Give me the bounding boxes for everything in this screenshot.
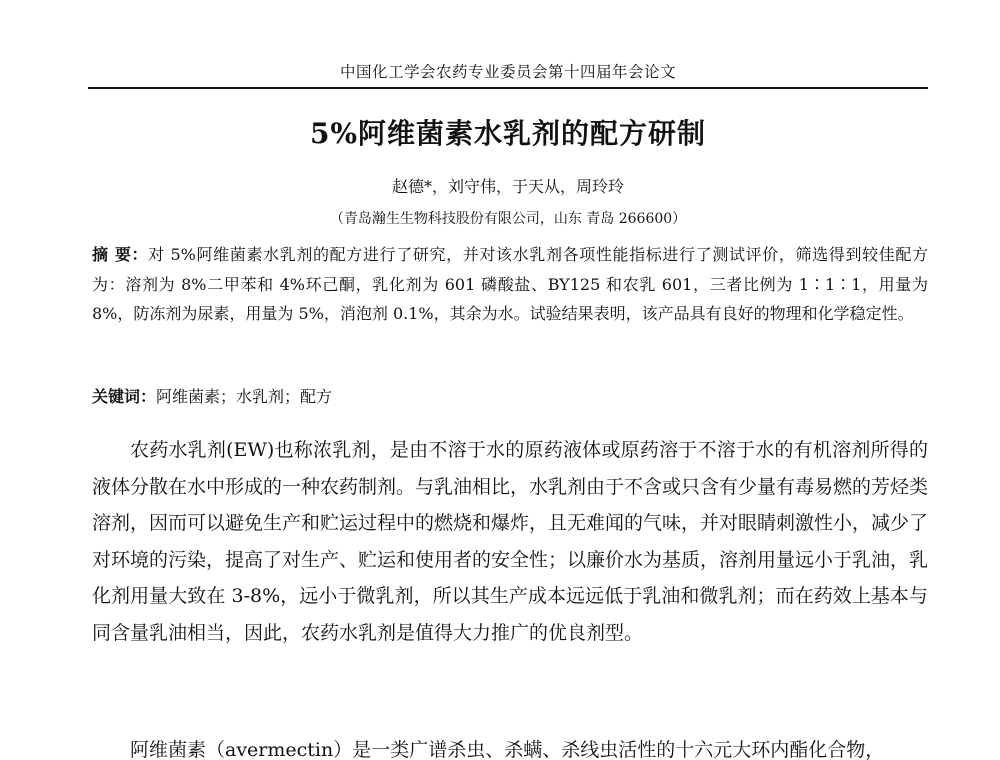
- body-paragraph: 农药水乳剂(EW)也称浓乳剂，是由不溶于水的原药液体或原药溶于不溶于水的有机溶剂所得的液体分散在水中形成的一种农药制剂。与乳油相比，水乳剂由于不含或只含有少量有毒易燃的芳烃类溶剂，因而可以避免生产和贮运过程中的燃烧和爆炸，且无难闻的气味，并对眼睛刺激性小，减少了对环境的污染，提高了对生产、贮运和使用者的安全性；以廉价水为基质，溶剂用量远小于乳油，乳化剂用量大致在 3-8%，远小于微乳剂，所以其生产成本远远低于乳油和微乳剂；而在药效上基本与同含量乳油相当，因此，农药水乳剂是值得大力推广的优良剂型。: [92, 439, 929, 644]
- abstract-text: 对 5%阿维菌素水乳剂的配方进行了研究，并对该水乳剂各项性能指标进行了测试评价，筛选得到较佳配方为：溶剂为 8%二甲苯和 4%环己酮，乳化剂为 601 磷酸盐、BY125 和农乳 601，三者比例为 1∶1∶1，用量为 8%，防冻剂为尿素，用量为 5%，消泡剂 0.1%，其余为水。试验结果表明，该产品具有良好的物理和化学稳定性。: [92, 245, 928, 323]
- body-paragraph: 阿维菌素（avermectin）是一类广谱杀虫、杀螨、杀线虫活性的十六元大环内酯化合物，: [130, 739, 885, 760]
- affiliation: （青岛瀚生生物科技股份有限公司，山东 青岛 266600）: [329, 211, 687, 227]
- keywords-text: 阿维菌素；水乳剂；配方: [156, 387, 333, 406]
- abstract: [92, 240, 928, 329]
- running-header: 中国化工学会农药专业委员会第十四届年会论文: [339, 63, 676, 81]
- header-rule: [88, 87, 928, 89]
- keywords-label: 关键词：: [92, 387, 157, 406]
- abstract-label: 摘 要：: [92, 245, 149, 264]
- author-list: 赵德*，刘守伟，于天从，周玲玲: [391, 177, 624, 196]
- paper-title: 5%阿维菌素水乳剂的配方研制: [309, 117, 707, 150]
- keywords: [92, 386, 928, 408]
